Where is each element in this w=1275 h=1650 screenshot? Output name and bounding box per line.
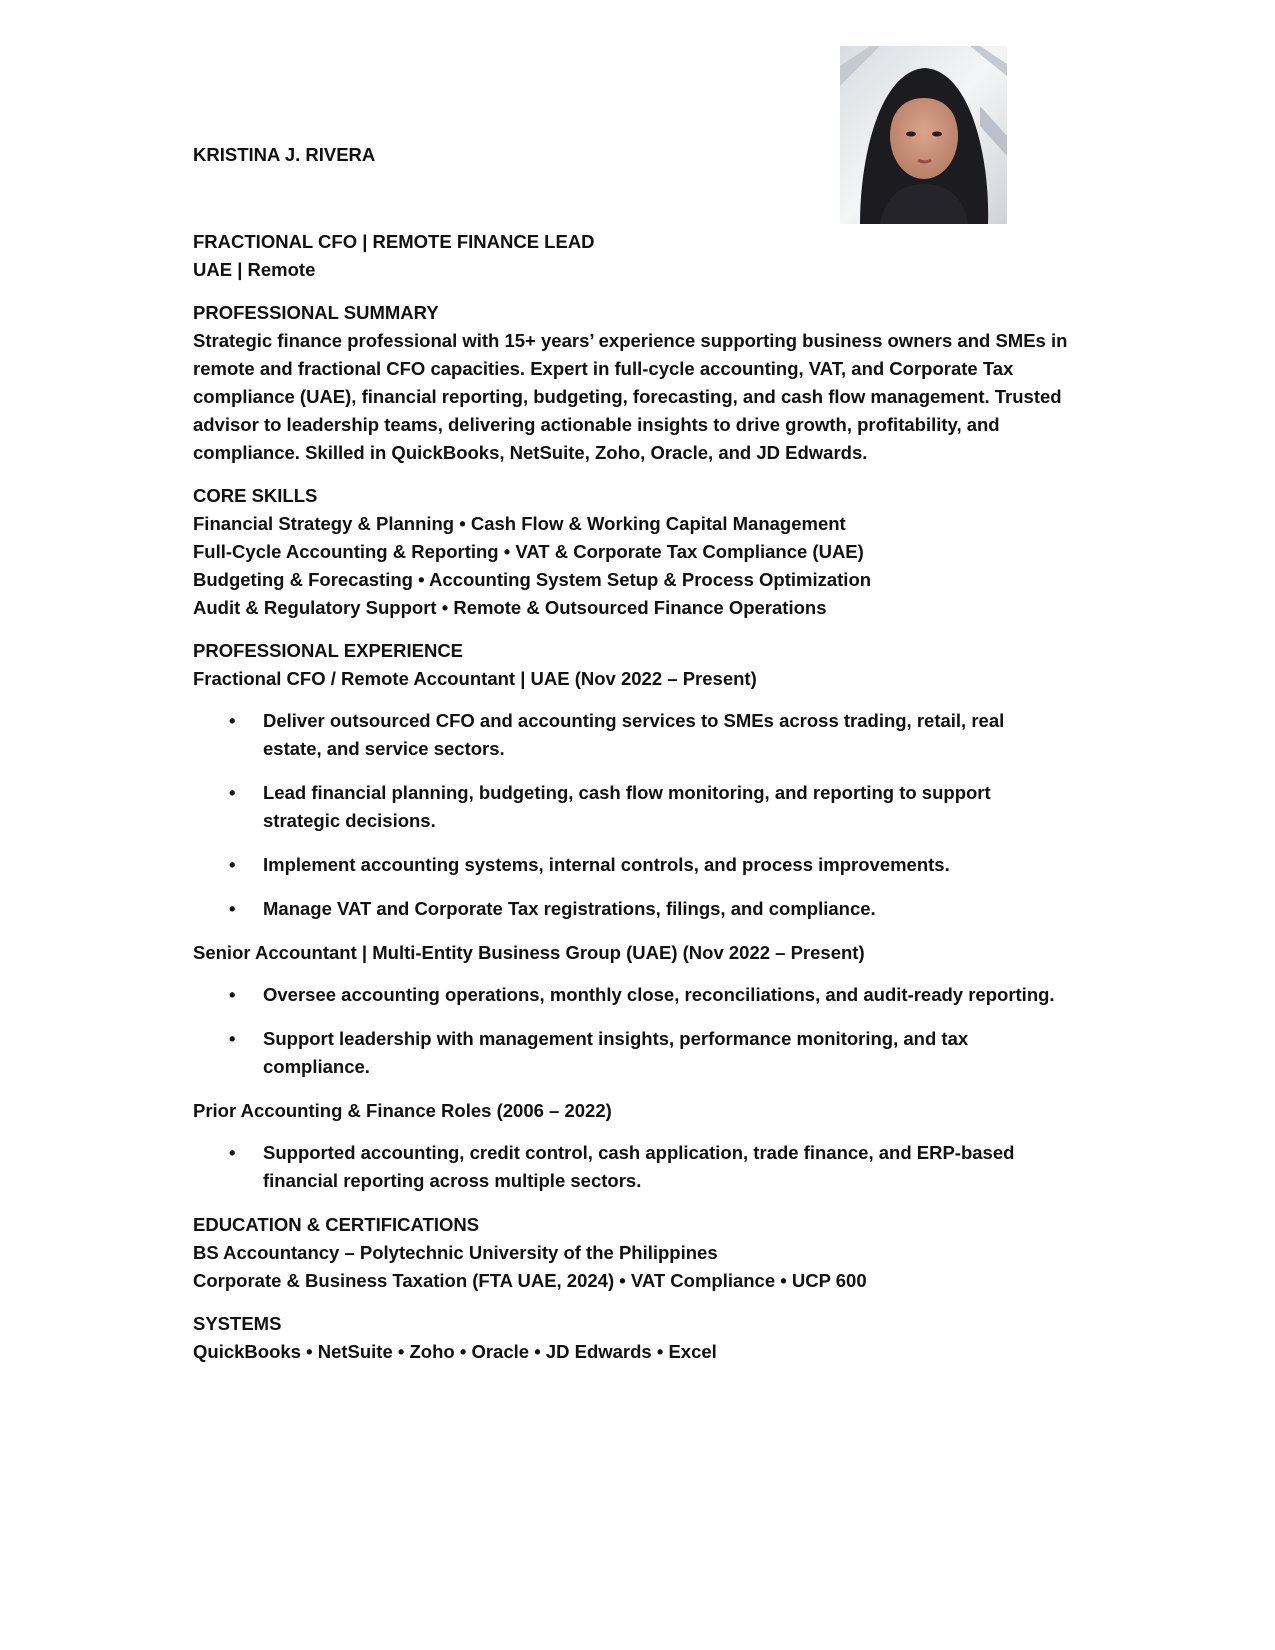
bullet-item: • Support leadership with management insights, performance monitoring, and tax compliance. <box>193 1025 1063 1081</box>
role-bullets <box>193 981 1093 1081</box>
resume-body <box>193 141 1093 1366</box>
skills-heading: CORE SKILLS <box>193 485 318 506</box>
experience-heading: PROFESSIONAL EXPERIENCE <box>193 640 464 661</box>
skills-line: Full-Cycle Accounting & Reporting • VAT & Corporate Tax Compliance (UAE) <box>193 541 864 562</box>
role-title: Senior Accountant | Multi-Entity Business Group (UAE) (Nov 2022 – Present) <box>193 942 865 963</box>
summary-section <box>193 299 1093 467</box>
education-line: Corporate & Business Taxation (FTA UAE, 2024) • VAT Compliance • UCP 600 <box>193 1270 867 1291</box>
bullet-item: • Manage VAT and Corporate Tax registrations, filings, and compliance. <box>193 895 1063 923</box>
role-title: Fractional CFO / Remote Accountant | UAE (Nov 2022 – Present) <box>193 668 757 689</box>
candidate-name: KRISTINA J. RIVERA <box>193 144 376 165</box>
skills-line: Budgeting & Forecasting • Accounting System Setup & Process Optimization <box>193 569 872 590</box>
education-section <box>193 1211 1093 1295</box>
experience-section <box>193 637 1093 1195</box>
location: UAE | Remote <box>193 259 316 280</box>
summary-text: Strategic finance professional with 15+ years’ experience supporting business owners and SMEs in remote and fractional CFO capacities. Expert in full-cycle accounting, VAT, and Corporate Tax compliance (UAE), financial reporting, budgeting, forecasting, and cash flow management. Trusted advisor to leadership teams, delivering actionable insights to drive growth, profitability, and compliance. Skilled in QuickBooks, NetSuite, Zoho, Oracle, and JD Edwards. <box>193 330 1068 463</box>
systems-heading: SYSTEMS <box>193 1313 282 1334</box>
bullet-item: • Supported accounting, credit control, cash application, trade finance, and ERP-based financial reporting across multiple sectors. <box>193 1139 1063 1195</box>
systems-line: QuickBooks • NetSuite • Zoho • Oracle • JD Edwards • Excel <box>193 1341 717 1362</box>
skills-line: Audit & Regulatory Support • Remote & Outsourced Finance Operations <box>193 597 827 618</box>
bullet-item: • Oversee accounting operations, monthly close, reconciliations, and audit-ready reporting. <box>193 981 1063 1009</box>
skills-line: Financial Strategy & Planning • Cash Flow & Working Capital Management <box>193 513 846 534</box>
bullet-item: • Implement accounting systems, internal controls, and process improvements. <box>193 851 1063 879</box>
role-bullets <box>193 707 1093 923</box>
education-line: BS Accountancy – Polytechnic University of the Philippines <box>193 1242 718 1263</box>
systems-section <box>193 1310 1093 1366</box>
summary-heading: PROFESSIONAL SUMMARY <box>193 302 439 323</box>
role-title: Prior Accounting & Finance Roles (2006 – 2022) <box>193 1100 612 1121</box>
skills-section <box>193 482 1093 622</box>
job-title: FRACTIONAL CFO | REMOTE FINANCE LEAD <box>193 231 595 252</box>
bullet-item: • Deliver outsourced CFO and accounting services to SMEs across trading, retail, real estate, and service sectors. <box>193 707 1063 763</box>
bullet-item: • Lead financial planning, budgeting, cash flow monitoring, and reporting to support strategic decisions. <box>193 779 1063 835</box>
role-bullets <box>193 1139 1093 1195</box>
education-heading: EDUCATION & CERTIFICATIONS <box>193 1214 480 1235</box>
